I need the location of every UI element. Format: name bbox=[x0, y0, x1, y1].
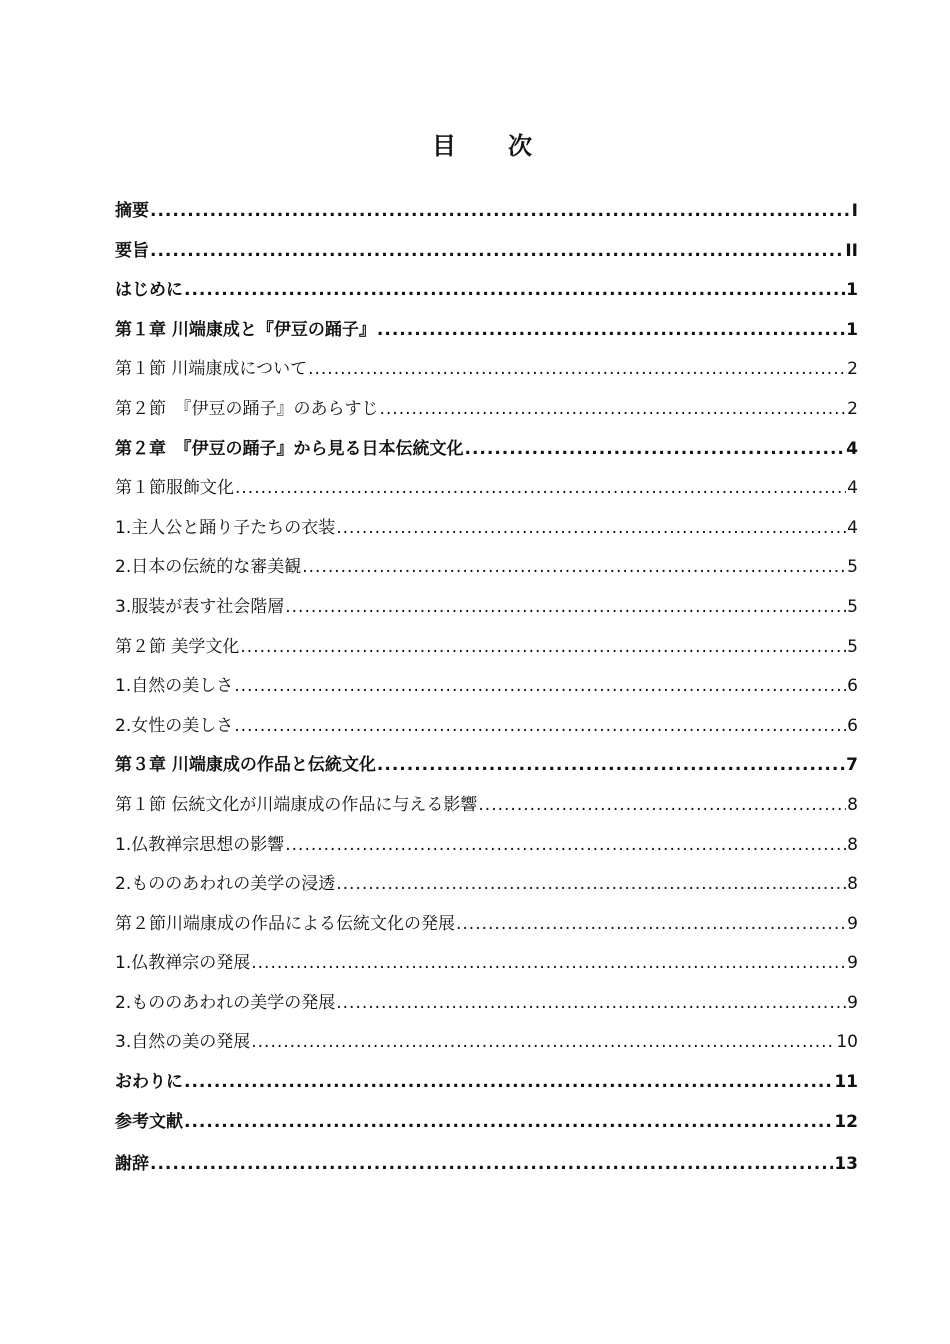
dot-leader bbox=[285, 835, 846, 855]
toc-entry-page-number: 4 bbox=[846, 438, 858, 459]
dot-leader bbox=[251, 1032, 835, 1052]
toc-entry-label: おわりに bbox=[115, 1072, 183, 1093]
toc-entry-label: 参考文献 bbox=[115, 1111, 183, 1132]
toc-entry[interactable] bbox=[115, 632, 858, 672]
toc-entry[interactable] bbox=[115, 196, 858, 236]
toc-entry-label: 第１章 川端康成と『伊豆の踊子』 bbox=[115, 319, 376, 340]
toc-entry-label: 第２章 『伊豆の踊子』から見る日本伝統文化 bbox=[115, 438, 464, 459]
toc-entry-page-number: 9 bbox=[847, 953, 858, 974]
toc-entry-label: 3.自然の美の発展 bbox=[115, 1032, 251, 1053]
toc-entry-page-number: 10 bbox=[836, 1032, 858, 1053]
toc-entry-label: 第２節 美学文化 bbox=[115, 636, 240, 657]
dot-leader bbox=[377, 755, 845, 775]
toc-entry[interactable] bbox=[115, 434, 858, 474]
toc-entry-page-number: 6 bbox=[847, 715, 858, 736]
toc-entry-label: 摘要 bbox=[115, 201, 149, 221]
dot-leader bbox=[336, 518, 846, 538]
toc-entry-label: 1.主人公と踊り子たちの衣装 bbox=[115, 517, 336, 538]
toc-entry-label: 第１節 伝統文化が川端康成の作品に与える影響 bbox=[115, 794, 478, 815]
dot-leader bbox=[336, 993, 846, 1013]
dot-leader bbox=[380, 399, 847, 419]
dot-leader bbox=[184, 280, 845, 300]
toc-entry-label: 第３章 川端康成の作品と伝統文化 bbox=[115, 755, 376, 776]
toc-entry[interactable] bbox=[115, 988, 858, 1028]
toc-entry-page-number: 2 bbox=[847, 398, 858, 419]
toc-entry[interactable] bbox=[115, 948, 858, 988]
toc-entry-label: 謝辞 bbox=[115, 1154, 149, 1175]
toc-entry-page-number: 5 bbox=[847, 636, 858, 657]
toc-entry-label: 3.服装が表す社会階層 bbox=[115, 596, 285, 617]
toc-entry-label: 1.仏教禅宗思想の影響 bbox=[115, 834, 285, 855]
toc-entry-label: 第１節 川端康成について bbox=[115, 359, 308, 380]
toc-entry-label: 要旨 bbox=[115, 240, 149, 261]
dot-leader bbox=[456, 914, 846, 934]
dot-leader bbox=[184, 1072, 833, 1092]
toc-entry-page-number: 4 bbox=[847, 478, 858, 499]
toc-entry[interactable] bbox=[115, 513, 858, 553]
toc-entry[interactable] bbox=[115, 552, 858, 592]
table-of-contents bbox=[115, 196, 858, 1189]
toc-entry-page-number: 11 bbox=[834, 1072, 858, 1093]
toc-entry[interactable] bbox=[115, 315, 858, 355]
toc-entry[interactable] bbox=[115, 1027, 858, 1067]
toc-entry-page-number: 13 bbox=[834, 1154, 858, 1175]
dot-leader bbox=[150, 241, 844, 261]
toc-entry-page-number: 8 bbox=[847, 834, 858, 855]
toc-entry[interactable] bbox=[115, 1149, 858, 1189]
dot-leader bbox=[184, 1112, 833, 1132]
toc-entry[interactable] bbox=[115, 394, 858, 434]
toc-entry[interactable] bbox=[115, 790, 858, 830]
toc-entry-label: 第２節 『伊豆の踊子』のあらすじ bbox=[115, 398, 379, 419]
dot-leader bbox=[336, 874, 846, 894]
toc-entry-page-number: 5 bbox=[847, 557, 858, 578]
toc-entry-label: 2.日本の伝統的な審美観 bbox=[115, 557, 302, 578]
toc-entry-label: 2.女性の美しさ bbox=[115, 715, 234, 736]
toc-entry[interactable] bbox=[115, 1067, 858, 1107]
dot-leader bbox=[150, 1154, 833, 1174]
dot-leader bbox=[478, 795, 846, 815]
toc-entry[interactable] bbox=[115, 869, 858, 909]
toc-entry[interactable] bbox=[115, 473, 858, 513]
toc-entry[interactable] bbox=[115, 671, 858, 711]
page-title: 目 次 bbox=[432, 132, 546, 160]
dot-leader bbox=[465, 439, 846, 459]
toc-entry-page-number: I bbox=[851, 201, 858, 221]
dot-leader bbox=[308, 359, 846, 379]
toc-entry-label: はじめに bbox=[115, 280, 183, 301]
toc-entry-page-number: 7 bbox=[846, 755, 858, 776]
toc-entry[interactable] bbox=[115, 1107, 858, 1147]
dot-leader bbox=[251, 953, 846, 973]
dot-leader bbox=[234, 676, 846, 696]
dot-leader bbox=[240, 637, 846, 657]
toc-entry-page-number: 9 bbox=[847, 913, 858, 934]
toc-entry-label: 1.仏教禅宗の発展 bbox=[115, 953, 251, 974]
toc-entry-page-number: 2 bbox=[847, 359, 858, 380]
dot-leader bbox=[235, 478, 846, 498]
dot-leader bbox=[302, 557, 846, 577]
toc-entry[interactable] bbox=[115, 750, 858, 790]
toc-entry-page-number: 1 bbox=[846, 319, 858, 340]
toc-entry[interactable] bbox=[115, 711, 858, 751]
toc-entry-label: 2.もののあわれの美学の発展 bbox=[115, 992, 336, 1013]
dot-leader bbox=[285, 597, 846, 617]
toc-entry[interactable] bbox=[115, 354, 858, 394]
toc-entry-page-number: 4 bbox=[847, 517, 858, 538]
toc-entry-label: 第１節服飾文化 bbox=[115, 478, 234, 499]
dot-leader bbox=[234, 716, 846, 736]
dot-leader bbox=[377, 320, 845, 340]
toc-entry[interactable] bbox=[115, 236, 858, 276]
toc-entry-page-number: 6 bbox=[847, 676, 858, 697]
toc-entry[interactable] bbox=[115, 275, 858, 315]
toc-entry-page-number: 12 bbox=[834, 1111, 858, 1132]
toc-entry-page-number: 9 bbox=[847, 992, 858, 1013]
toc-entry-page-number: 5 bbox=[847, 596, 858, 617]
toc-entry-label: 1.自然の美しさ bbox=[115, 676, 234, 697]
toc-entry[interactable] bbox=[115, 830, 858, 870]
dot-leader bbox=[150, 201, 851, 221]
toc-entry-page-number: 8 bbox=[847, 794, 858, 815]
toc-entry-label: 2.もののあわれの美学の浸透 bbox=[115, 874, 336, 895]
toc-entry-page-number: 1 bbox=[846, 280, 858, 301]
toc-entry-page-number: II bbox=[845, 240, 858, 261]
toc-entry-page-number: 8 bbox=[847, 874, 858, 895]
toc-entry[interactable] bbox=[115, 909, 858, 949]
toc-entry-label: 第２節川端康成の作品による伝統文化の発展 bbox=[115, 913, 455, 934]
toc-entry[interactable] bbox=[115, 592, 858, 632]
